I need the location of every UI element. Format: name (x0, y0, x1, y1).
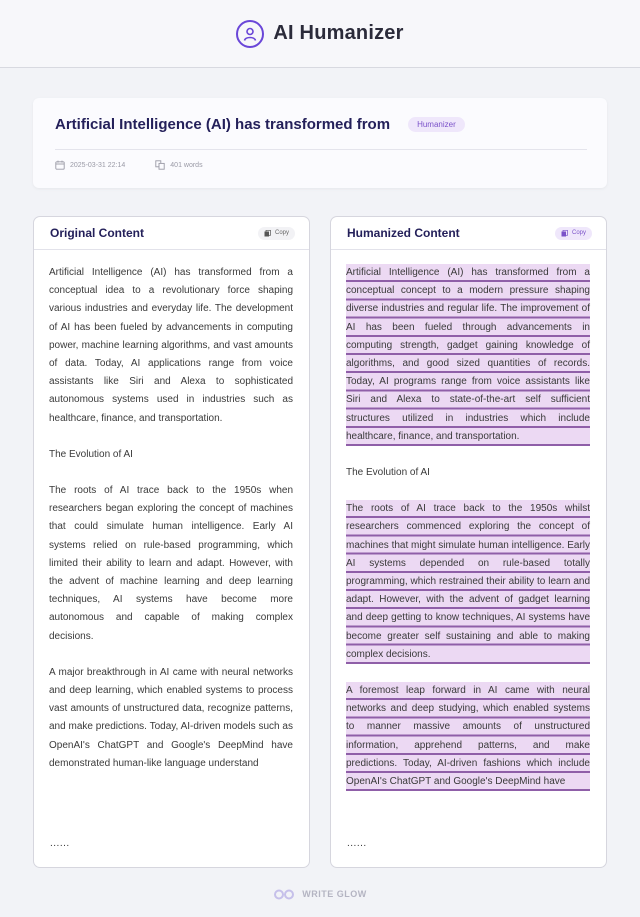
robot-face-icon (236, 20, 264, 48)
original-paragraph: The roots of AI trace back to the 1950s when researchers began exploring the concept of machines that could simulate human intelligence. Early AI systems relied on rule-based programming, which limited their ability to learn and adapt. However, with the advent of machine learning and deep learning techniques, AI systems have become more autonomous and capable of making complex decisions. (49, 485, 293, 642)
humanized-paragraph: The roots of AI trace back to the 1950s whilst researchers commenced exploring the concept of machines that might simulate human intelligence. Early AI systems depended on rule-based totally programming, which restrained their ability to learn and adapt. However, with the advent of gadget learning and deep getting to know techniques, AI systems have become greater self sustaining and able to making complex decisions. (346, 500, 590, 664)
mode-tag: Humanizer (408, 117, 465, 132)
copy-original-button[interactable]: Copy (258, 227, 295, 240)
humanized-text (331, 250, 606, 791)
original-content-title: Original Content (50, 226, 144, 240)
app-header (0, 0, 640, 68)
document-info-card (33, 98, 607, 188)
humanized-content-title: Humanized Content (347, 226, 460, 240)
info-divider (55, 149, 587, 150)
document-meta (55, 160, 233, 170)
humanized-paragraph: A foremost leap forward in AI came with neural networks and deep studying, which enabled systems to manner massive amounts of unstructured information, apprehend patterns, and make predictions. Today, AI-driven fashions which include OpenAI's ChatGPT and Google's DeepMind have (346, 682, 590, 791)
humanized-content-panel (330, 216, 607, 868)
footer (0, 884, 640, 904)
document-title: Artificial Intelligence (AI) has transformed from (55, 116, 391, 133)
calendar-icon (55, 160, 65, 170)
brand (236, 20, 403, 48)
original-text (34, 250, 309, 773)
footer-brand: WRITE GLOW (302, 889, 367, 899)
copy-icon (264, 230, 271, 237)
original-paragraph: Artificial Intelligence (AI) has transformed from a conceptual idea to a revolutionary force shaping various industries and everyday life. The development of AI has been fueled by advancements in computing power, machine learning algorithms, and vast amounts of data. Today, AI applications range from voice assistants like Siri and Alexa to sophisticated autonomous systems used in industries such as healthcare, finance, and transportation. (49, 267, 293, 424)
more-indicator: ...... (347, 838, 367, 849)
original-heading: The Evolution of AI (49, 448, 133, 460)
more-indicator: ...... (50, 838, 70, 849)
copy-icon (561, 230, 568, 237)
word-count-icon (155, 160, 165, 170)
original-content-panel (33, 216, 310, 868)
original-paragraph: A major breakthrough in AI came with neural networks and deep learning, which enabled systems to process vast amounts of unstructured data, recognize patterns, and make predictions. Today, AI-driven models such as OpenAI's ChatGPT and Google's DeepMind have demonstrated human-like language understand (49, 666, 293, 769)
word-count: 401 words (170, 161, 203, 169)
document-date: 2025-03-31 22:14 (70, 161, 126, 169)
infinity-logo-icon (273, 889, 295, 900)
app-title: AI Humanizer (273, 22, 404, 44)
copy-humanized-button[interactable]: Copy (555, 227, 592, 240)
humanized-heading: The Evolution of AI (346, 467, 430, 479)
humanized-paragraph: Artificial Intelligence (AI) has transformed from a conceptual concept to a modern pressure shaping diverse industries and regular life. The improvement of AI has been fueled through advancements in computing strength, gadget gaining knowledge of algorithms, and good sized quantities of records. Today, AI programs range from voice assistants like Siri and Alexa to state-of-the-art self sufficient structures utilized in industries which include healthcare, finance, and transportation. (346, 264, 590, 446)
